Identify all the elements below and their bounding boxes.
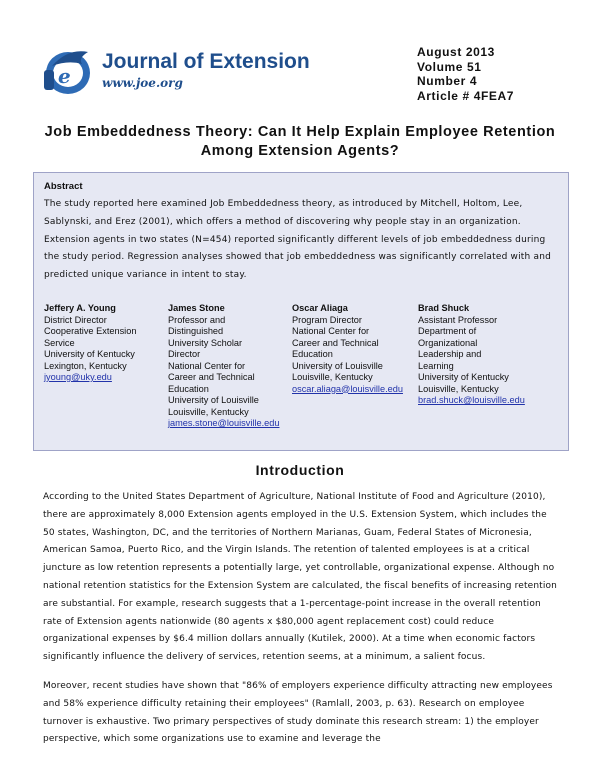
author-name: James Stone — [168, 303, 225, 313]
author-line: Louisville, Kentucky — [168, 406, 249, 417]
author-line: Director — [168, 349, 201, 359]
author-line: University of Kentucky — [44, 349, 135, 359]
author-young — [44, 303, 166, 384]
author-line: Louisville, Kentucky — [292, 372, 373, 382]
author-line: Lexington, Kentucky — [44, 360, 127, 371]
article-title: Job Embeddedness Theory: Can It Help Explain Employee Retention Among Extension Agents? — [44, 124, 556, 159]
svg-text:e: e — [58, 64, 71, 88]
author-line: National Center for — [292, 326, 370, 336]
author-line: Career and Technical — [168, 372, 255, 382]
issue-volume: Volume 51 — [417, 59, 482, 74]
author-line: Education — [168, 383, 209, 394]
author-name: Brad Shuck — [418, 303, 470, 313]
intro-paragraph: Moreover, recent studies have shown that "86% of employers experience difficulty attracting new employees and 58% experience difficulty retaining their employees" (Ramlall, 2003, p. 63). Research on employee turnover is exhaustive. Two primary perspectives of study dominate this research stream: 1) the employer perspective, which some organizations use to examine and leverage the — [43, 681, 553, 745]
author-email-link[interactable]: james.stone@louisville.edu — [168, 418, 280, 428]
author-line: University of Kentucky — [418, 372, 509, 382]
author-name: Oscar Aliaga — [292, 303, 348, 313]
author-line: Distinguished — [168, 326, 224, 336]
author-line: District Director — [44, 314, 107, 325]
author-aliaga — [292, 303, 414, 395]
issue-info — [417, 45, 514, 103]
author-line: Career and Technical — [292, 337, 379, 348]
issue-article: Article # 4FEA7 — [417, 88, 515, 103]
author-line: Leadership and — [418, 349, 482, 359]
author-line: Assistant Professor — [418, 314, 498, 325]
author-line: University of Louisville — [292, 360, 383, 371]
introduction-heading: Introduction — [255, 462, 345, 478]
author-stone — [168, 303, 290, 430]
author-line: University Scholar — [168, 337, 243, 348]
author-line: Service — [44, 337, 75, 348]
abstract-heading: Abstract — [44, 181, 83, 192]
author-line: Professor and — [168, 314, 226, 325]
issue-date: August 2013 — [417, 45, 495, 59]
author-line: Organizational — [418, 337, 478, 348]
journal-logo[interactable] — [38, 42, 338, 102]
author-line: Cooperative Extension — [44, 326, 137, 336]
abstract-box — [33, 172, 569, 451]
author-email-link[interactable]: jyoung@uky.edu — [44, 372, 112, 382]
journal-name: Journal of Extension — [102, 50, 310, 73]
author-name: Jeffery A. Young — [44, 303, 116, 313]
journal-url[interactable]: www.joe.org — [102, 76, 183, 90]
author-line: Program Director — [292, 314, 362, 325]
author-email-link[interactable]: oscar.aliaga@louisville.edu — [292, 383, 403, 394]
abstract-text: The study reported here examined Job Embeddedness theory, as introduced by Mitchell, Holtom, Lee, Sablynski, and Erez (2001), which offers a method of discovering why people stay in an organization. Extension agents in two states (N=454) reported significantly different levels of job embeddedness during the study period. Regression analyses showed that job embeddedness was significantly correlated with and predicted unique variance in intent to stay. — [44, 199, 552, 281]
intro-paragraph: According to the United States Department of Agriculture, National Institute of Food and Agriculture (2010), there are approximately 8,000 Extension agents employed in the U.S. Extension System, which includes the 50 states, Washington, DC, and the territories of Northern Marianas, Guam, Federal States of Micronesia, American Samoa, Puerto Rico, and the Virgin Islands. The retention of talented employees is at a critical juncture as low retention represents a potentially large, yet controllable, organizational expense. Although no national retention statistics for the Extension System are calculated, the fiscal benefits of increasing retention are substantial. For example, research suggests that a 1-percentage-point increase in the overall retention rate of Extension agents nationwide (80 agents x $80,000 agent replacement cost) could reduce organizational expenses by $6.4 million dollars annually (Kutilek, 2000). At a time when economic factors significantly influence the delivery of services, retention seems, at a minimum, a salient focus. — [43, 492, 558, 663]
author-line: Education — [292, 349, 333, 359]
author-line: University of Louisville — [168, 395, 259, 405]
author-line: Louisville, Kentucky — [418, 383, 499, 394]
author-email-link[interactable]: brad.shuck@louisville.edu — [418, 395, 525, 405]
author-line: National Center for — [168, 360, 246, 371]
joe-logo-icon — [38, 42, 102, 102]
author-line: Learning — [418, 360, 454, 371]
author-shuck — [418, 303, 540, 407]
author-line: Department of — [418, 326, 477, 336]
issue-number: Number 4 — [417, 74, 478, 88]
